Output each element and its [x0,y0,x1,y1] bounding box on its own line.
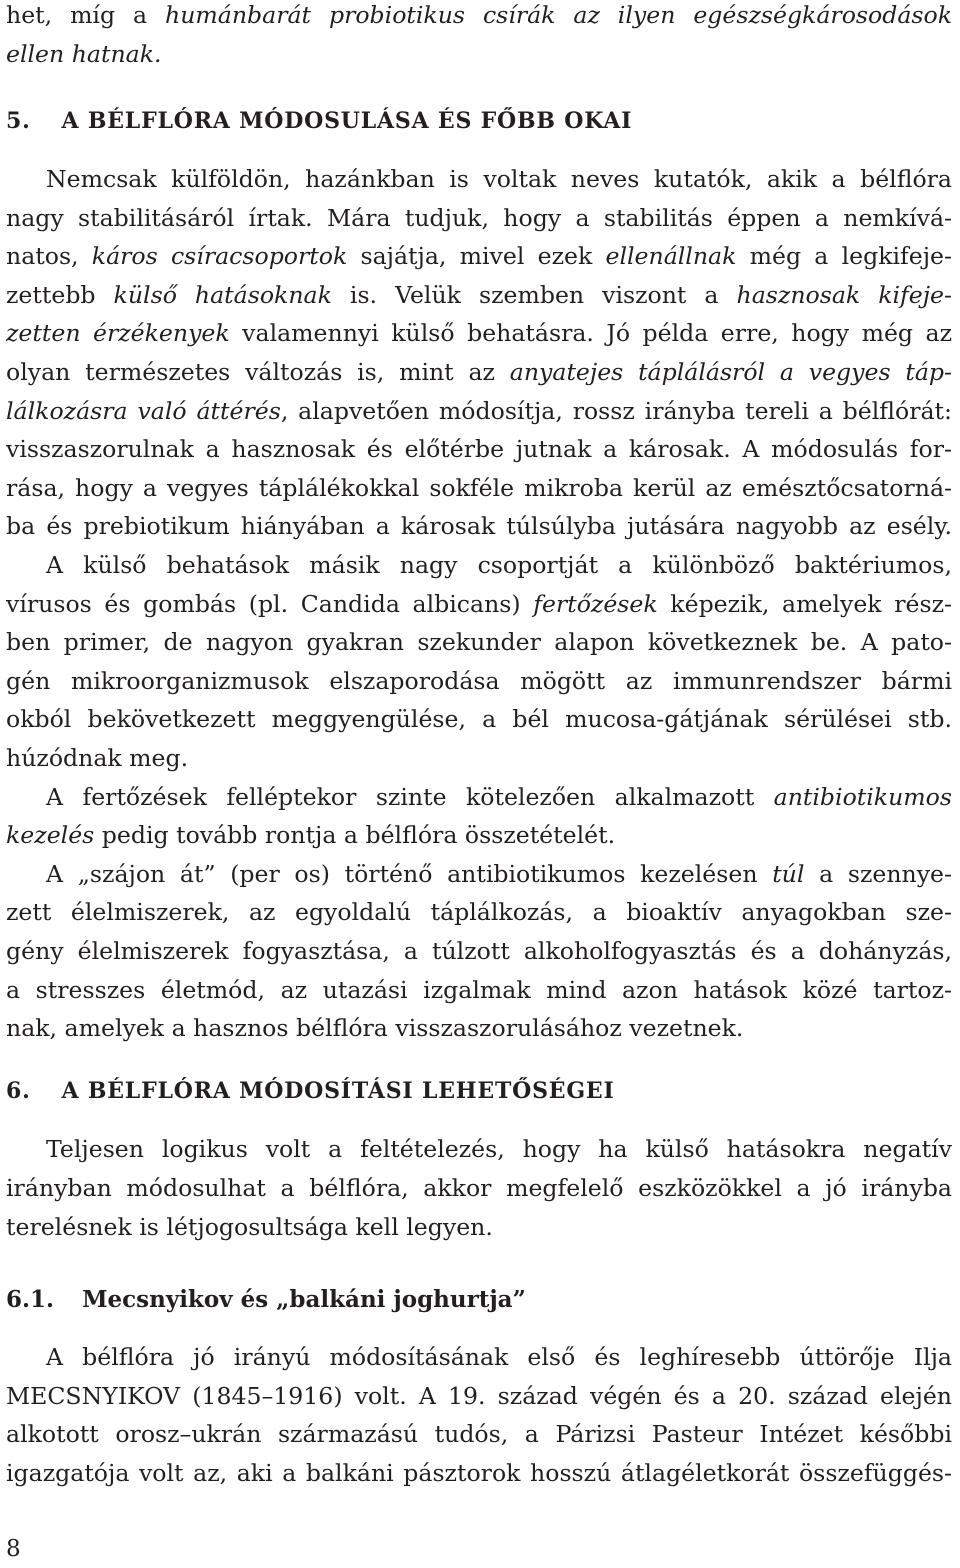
text-line [6,778,952,816]
italic-text: ellen hatnak. [6,40,162,68]
text-line [6,1169,952,1207]
text-segment: terelésnek is létjogosultsága kell legyen. [6,1213,493,1241]
text-line [6,160,952,198]
italic-text: külső hatásoknak [113,280,332,309]
text-line [6,430,952,468]
section-6-title: A BÉLFLÓRA MÓDOSÍTÁSI LEHETŐSÉGEI [61,1078,615,1104]
text-segment: valamennyi külső behatásra. Jó példa erre, hogy még az [229,319,952,348]
text-line [6,585,952,623]
text-line [6,276,952,314]
text-segment: még a legkifeje- [736,242,952,271]
text-segment: pedig tovább rontja a bélflóra összetételét. [94,821,616,850]
text-line [6,35,952,73]
page-number: 8 [6,1536,21,1562]
text-segment: képezik, amelyek rész- [657,589,952,618]
italic-text: túl [772,859,805,888]
text-segment: sajátja, mivel ezek [347,242,606,271]
text-segment: nagy stabilitásáról írtak. Mára tudjuk, hogy a stabilitás éppen a nemkívá- [6,203,952,232]
text-line [6,816,952,854]
italic-text: antibiotikumos [773,782,952,811]
text-segment: nak, amelyek a hasznos bélflóra visszaszorulásához vezetnek. [6,1014,744,1043]
text-segment: gén mikroorganizmusok elszaporodása mögött az immunrendszer bármi [6,666,952,695]
text-segment: ba és prebiotikum hiányában a károsak túlsúlyba jutására nagyobb az esély. [6,512,952,541]
text-line [6,1377,952,1415]
text-line [6,1415,952,1453]
italic-text: kezelés [6,821,95,850]
text-segment: húzódnak meg. [6,744,189,772]
italic-text: zetten érzékenyek [6,319,230,348]
text-segment: zettebb [6,280,114,309]
text-segment: A „szájon át” (per os) történő antibiotikumos kezelésen [46,859,773,888]
text-line [6,546,952,584]
italic-text: fertőzések [533,589,658,618]
text-line [6,314,952,352]
text-segment: A fertőzések felléptekor szinte kötelezően alkalmazott [46,782,774,811]
italic-text: káros csíracsoportok [91,242,348,271]
text-line [6,1338,952,1376]
section-6-1-title: Mecsnyikov és „balkáni joghurtja” [82,1286,526,1313]
text-segment: irányban módosulhat a bélflóra, akkor megfelelő eszközökkel a jó irányba [6,1174,952,1202]
text-segment: a stresszes életmód, az utazási izgalmak mind azon hatások közé tartoz- [6,975,952,1004]
section-5-heading [6,108,632,134]
text-line [6,392,952,430]
text-segment: igazgatója volt az, aki a balkáni pásztorok hosszú átlagéletkorát összefüggés- [6,1458,952,1487]
section-6-1-heading [6,1286,526,1313]
text-segment: ben primer, de nagyon gyakran szekunder alapon következnek be. A pato- [6,628,952,657]
italic-text: hasznosak kifeje- [736,280,952,309]
text-segment: visszaszorulnak a hasznosak és előtérbe jutnak a károsak. A módosulás for- [6,435,952,464]
text-segment: is. Velük szemben viszont a [331,280,737,309]
italic-text: lálkozásra való áttérés [6,396,281,425]
text-line [6,932,952,970]
text-line [6,739,952,777]
text-segment: het, míg a [6,1,166,29]
text-line [6,893,952,931]
section-6-1-number: 6.1. [6,1286,55,1313]
text-segment: gény élelmiszerek fogyasztása, a túlzott alkoholfogyasztás és a dohányzás, [6,937,952,965]
text-line [6,1130,952,1168]
text-line [6,469,952,507]
text-line [6,1208,952,1246]
section-5-title: A BÉLFLÓRA MÓDOSULÁSA ÉS FŐBB OKAI [61,108,633,134]
section-6-heading [6,1078,615,1104]
text-segment: zett élelmiszerek, az egyoldalú táplálkozás, a bioaktív anyagokban sze- [6,898,952,927]
text-line [6,199,952,237]
text-line [6,1454,952,1492]
italic-text: anyatejes táplálásról a vegyes táp- [509,358,952,386]
text-segment: Nemcsak külföldön, hazánkban is voltak neves kutatók, akik a bélflóra [46,165,952,193]
text-line [6,237,952,275]
text-line [6,700,952,738]
text-segment: Teljesen logikus volt a feltételezés, hogy ha külső hatásokra negatív [46,1135,952,1163]
text-segment: olyan természetes változás is, mint az [6,358,510,386]
text-line [6,1009,952,1047]
text-segment: MECSNYIKOV (1845–1916) volt. A 19. század végén és a 20. század elején [6,1381,952,1410]
text-line [6,507,952,545]
italic-text: humánbarát probiotikus csírák az ilyen egészségkárosodások [165,1,952,29]
text-segment: okból bekövetkezett meggyengülése, a bél mucosa-gátjának sérülései stb. [6,705,952,734]
text-segment: vírusos és gombás (pl. Candida albicans) [6,589,534,618]
text-line [6,971,952,1009]
text-segment: natos, [6,242,92,271]
text-segment: A külső behatások másik nagy csoportját a különböző baktériumos, [46,551,952,579]
text-line [6,353,952,391]
section-6-number: 6. [6,1078,31,1104]
text-line [6,0,952,34]
text-segment: , alapvetően módosítja, rossz irányba tereli a bélflórát: [280,396,952,425]
text-segment: rása, hogy a vegyes táplálékokkal sokféle mikroba kerül az emésztőcsatorná- [6,473,952,502]
text-segment: a szennye- [804,859,952,888]
text-segment: alkotott orosz–ukrán származású tudós, a Párizsi Pasteur Intézet későbbi [6,1420,952,1449]
text-line [6,662,952,700]
italic-text: ellenállnak [605,242,737,271]
text-segment: A bélflóra jó irányú módosításának első és leghíresebb úttörője Ilja [46,1343,952,1371]
text-line [6,623,952,661]
section-5-number: 5. [6,108,31,134]
text-line [6,855,952,893]
